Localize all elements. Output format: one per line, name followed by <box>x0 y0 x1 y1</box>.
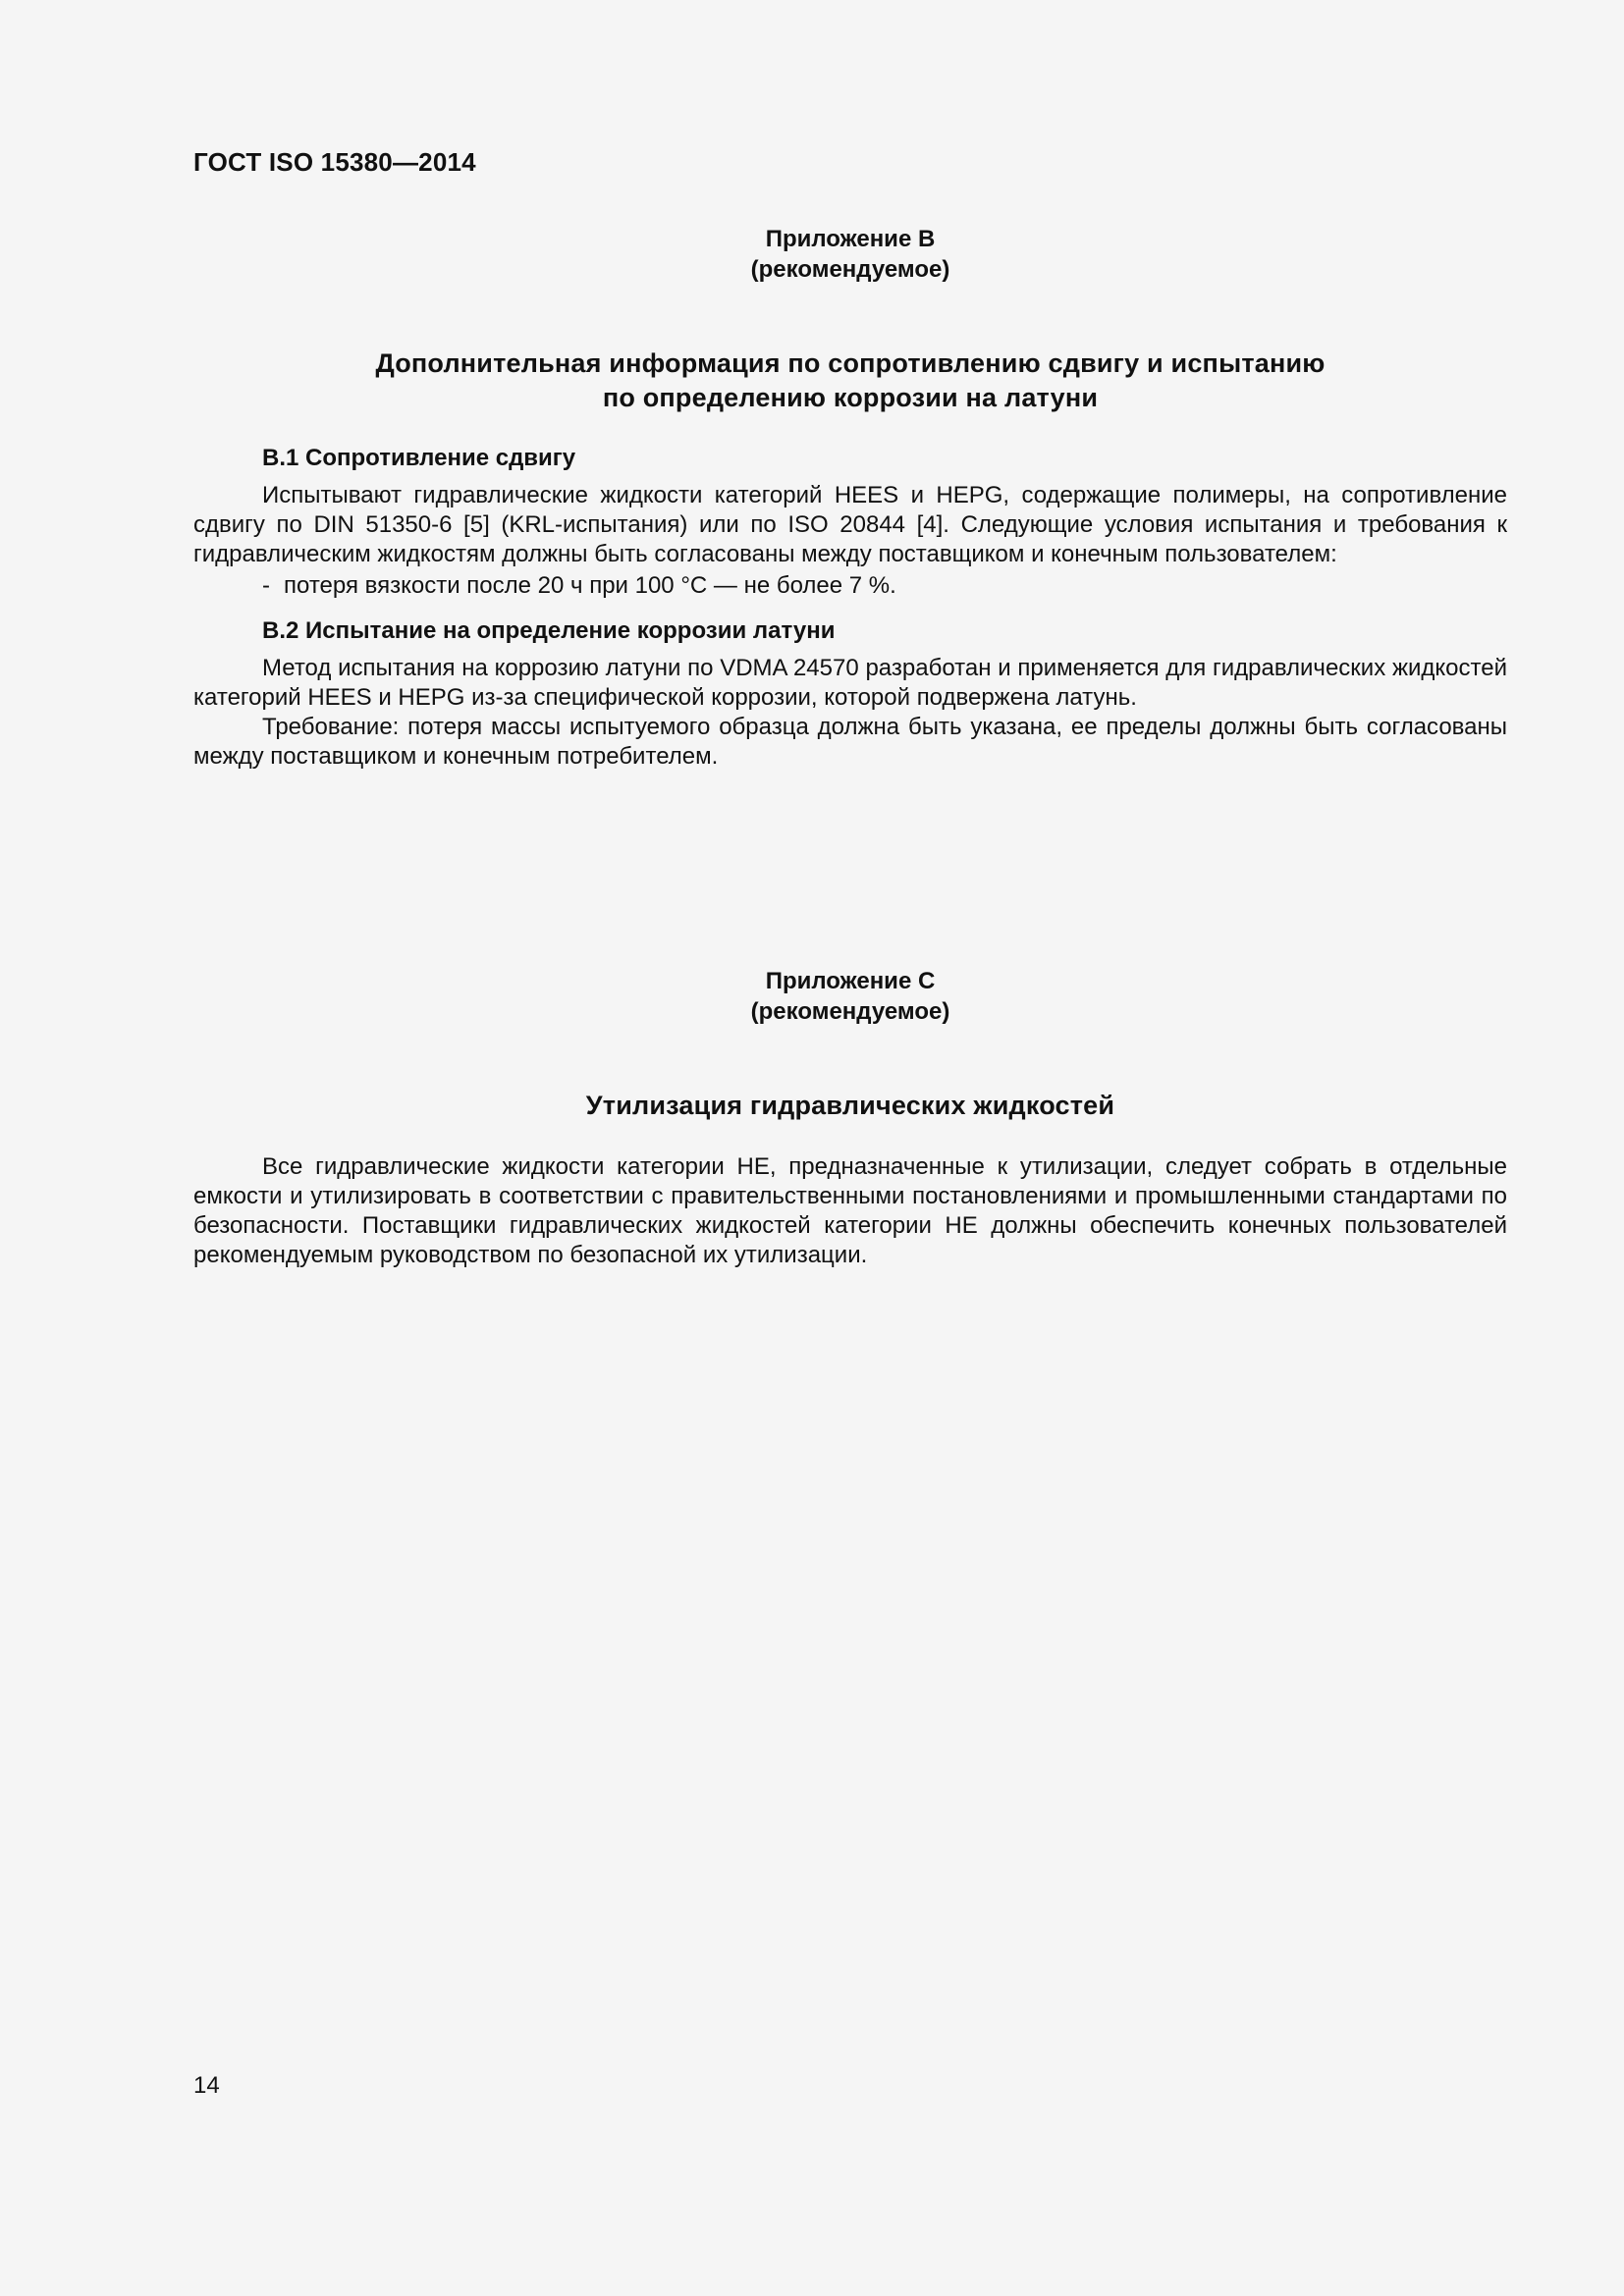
page-number: 14 <box>193 2072 220 2099</box>
list-bullet: - <box>262 572 270 599</box>
appendix-c-paragraph: Все гидравлические жидкости категории НЕ, предназначенные к утилизации, следует собрать в отдельные емкости и утилизировать в соответствии с правительственными постановлениями и промышленными стандартами по безопасности. Поставщики гидравлических жидкостей категории НЕ должны обеспечить конечных пользователей рекомендуемым руководством по безопасной их утилизации. <box>193 1153 1507 1268</box>
appendix-b-label: Приложение В <box>765 226 936 252</box>
section-b2-paragraph-2: Требование: потеря массы испытуемого образца должна быть указана, ее пределы должны быть согласованы между поставщиком и конечным потребителем. <box>193 714 1507 770</box>
section-b2-heading: В.2 Испытание на определение коррозии латуни <box>262 617 836 644</box>
appendix-b-title-line1: Дополнительная информация по сопротивлению сдвигу и испытанию <box>375 348 1326 378</box>
appendix-c-label: Приложение С <box>765 968 936 994</box>
appendix-b-title-line2: по определению коррозии на латуни <box>602 383 1099 412</box>
section-b2-paragraph-1: Метод испытания на коррозию латуни по VDMA 24570 разработан и применяется для гидравлических жидкостей категорий HEES и HEPG из-за специфической коррозии, которой подвержена латунь. <box>193 655 1507 711</box>
document-code: ГОСТ ISO 15380—2014 <box>193 147 476 177</box>
appendix-b-title <box>193 347 1507 415</box>
section-b1-list-item <box>262 571 896 601</box>
list-item-text: потеря вязкости после 20 ч при 100 °С — не более 7 %. <box>284 572 896 599</box>
section-b1-paragraph: Испытывают гидравлические жидкости категорий HEES и HEPG, содержащие полимеры, на сопротивление сдвигу по DIN 51350-6 [5] (KRL-испытания) или по ISO 20844 [4]. Следующие условия испытания и требования к гидравлическим жидкостям должны быть согласованы между поставщиком и конечным пользователем: <box>193 482 1507 567</box>
appendix-b-header <box>193 224 1507 285</box>
appendix-c-status: (рекомендуемое) <box>750 998 950 1025</box>
appendix-c-header <box>193 966 1507 1027</box>
section-b1-heading: В.1 Сопротивление сдвигу <box>262 445 576 471</box>
appendix-b-status: (рекомендуемое) <box>750 256 950 283</box>
appendix-c-title: Утилизация гидравлических жидкостей <box>585 1091 1115 1120</box>
